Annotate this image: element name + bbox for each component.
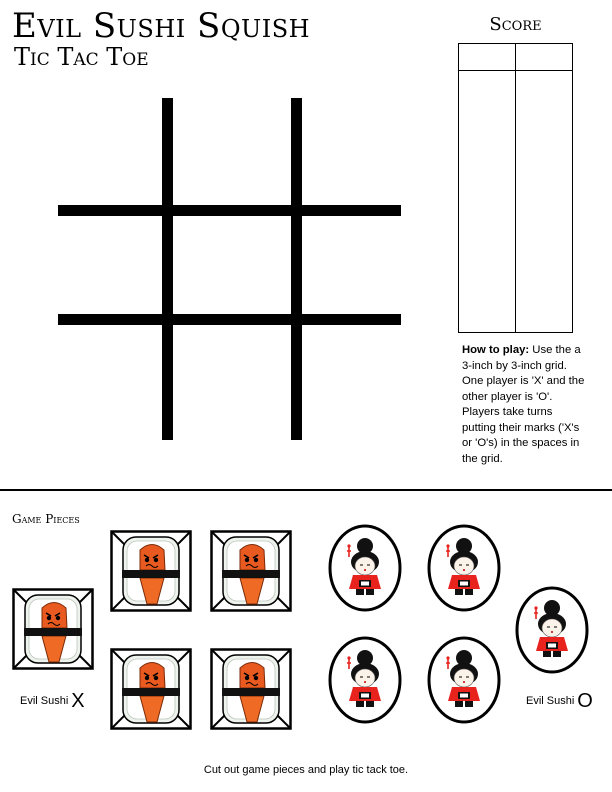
grid-line-horizontal-bottom: [58, 314, 401, 325]
how-to-play: [462, 343, 588, 467]
o-piece-label: [526, 690, 593, 713]
evil-sushi-icon[interactable]: [210, 530, 292, 612]
score-column-divider: [515, 44, 516, 332]
geisha-icon[interactable]: [515, 586, 589, 674]
page-subtitle: Tic Tac Toe: [14, 43, 149, 71]
footer-instructions: Cut out game pieces and play tic tack toe.: [203, 764, 409, 776]
evil-sushi-icon[interactable]: [210, 648, 292, 730]
score-table[interactable]: [458, 43, 573, 333]
geisha-icon[interactable]: [427, 524, 501, 612]
o-mark: O: [577, 690, 593, 712]
geisha-icon[interactable]: [328, 636, 402, 724]
cut-divider: [0, 489, 612, 491]
game-pieces-title: Game Pieces: [12, 512, 80, 526]
grid-line-horizontal-top: [58, 205, 401, 216]
geisha-icon[interactable]: [328, 524, 402, 612]
x-piece-label: [20, 690, 85, 713]
geisha-icon[interactable]: [427, 636, 501, 724]
x-piece-name: Evil Sushi: [20, 695, 69, 707]
score-title: Score: [489, 14, 542, 35]
evil-sushi-icon[interactable]: [110, 530, 192, 612]
x-mark: X: [71, 690, 85, 712]
evil-sushi-icon[interactable]: [110, 648, 192, 730]
o-piece-name: Evil Sushi: [526, 695, 575, 707]
how-to-play-heading: How to play:: [462, 344, 530, 356]
how-to-play-text: Use the a 3-inch by 3-inch grid. One player is 'X' and the other player is 'O'. Players take turns putting their marks ('X's or 'O's) in the spaces in the grid.: [462, 344, 585, 465]
page-title: Evil Sushi Squish: [12, 6, 311, 46]
grid-line-vertical-right: [291, 98, 302, 440]
grid-line-vertical-left: [162, 98, 173, 440]
evil-sushi-icon[interactable]: [12, 588, 94, 670]
